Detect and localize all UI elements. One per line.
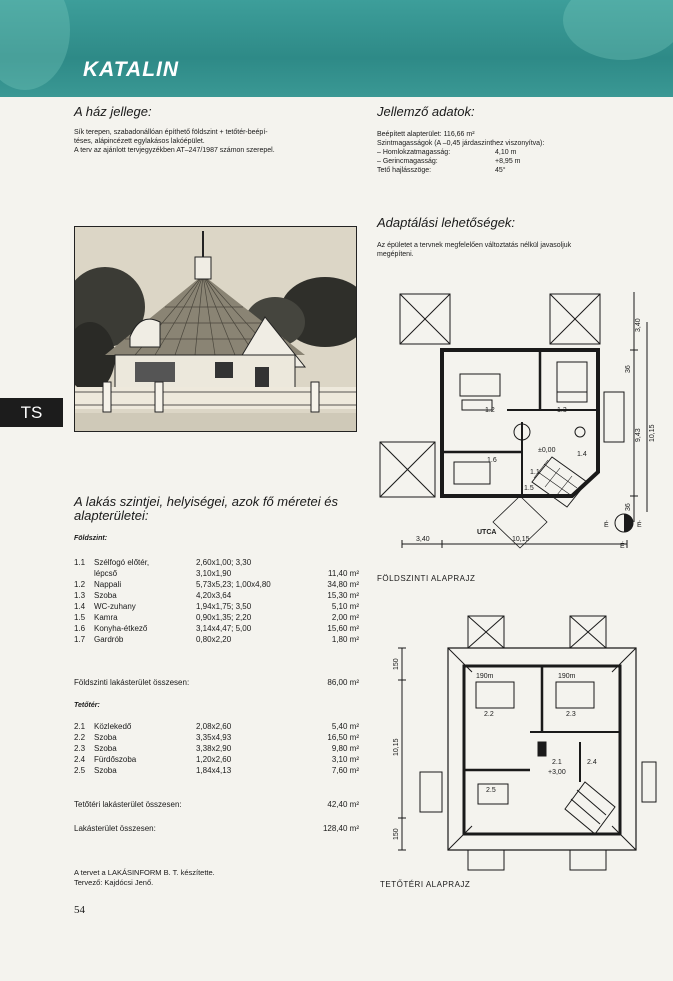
room-label-1-1: 1.1	[530, 469, 540, 476]
ground-total-value: 86,00 m²	[327, 678, 359, 687]
room-name: Szoba	[94, 766, 117, 775]
dim-label: 3,40	[635, 318, 642, 332]
character-text	[74, 128, 364, 155]
room-area: 15,60 m²	[327, 624, 359, 633]
house-name: KATALIN	[83, 58, 180, 81]
room-num: 1.3	[74, 591, 86, 600]
room-dims: 0,80x2,20	[196, 635, 232, 644]
compass-label: É	[620, 543, 625, 550]
room-area: 5,40 m²	[331, 722, 359, 731]
room-name: Szoba	[94, 591, 117, 600]
dim-label: 150	[393, 828, 400, 840]
room-dims: 3,35x4,93	[196, 733, 232, 742]
room-name: Gardrób	[94, 635, 124, 644]
room-dims: 2,08x2,60	[196, 722, 232, 731]
text-line: megépíteni.	[377, 251, 414, 258]
banner-decoration	[563, 0, 673, 60]
banner-decoration	[0, 0, 70, 90]
room-num: 2.4	[74, 755, 86, 764]
page-number: 54	[74, 904, 85, 916]
room-area: 3,10 m²	[331, 755, 359, 764]
room-num: 2.1	[74, 722, 86, 731]
room-label-1-4: 1.4	[577, 451, 587, 458]
room-area: 5,10 m²	[331, 602, 359, 611]
room-dims: 3,10x1,90	[196, 569, 232, 578]
dim-label: 10,15	[393, 738, 400, 756]
room-name: Konyha-étkező	[94, 624, 148, 633]
character-heading: A ház jellege:	[74, 104, 152, 119]
dim-label: 9,43	[635, 428, 642, 442]
room-name: Szélfogó előtér,	[94, 558, 150, 567]
rooms-heading: A lakás szintjei, helyiségei, azok fő méretei és alapterületei:	[74, 494, 338, 523]
dim-label: 10,15	[649, 424, 656, 442]
room-num: 1.2	[74, 580, 86, 589]
room-label-1-5: 1.5	[524, 485, 534, 492]
ts-tab: TS	[0, 398, 63, 427]
dim-label: 36	[625, 365, 632, 373]
room-num: 1.1	[74, 558, 86, 567]
room-label-2-3: 2.3	[566, 711, 576, 718]
dim-label: 190m	[558, 673, 576, 680]
room-name: Szoba	[94, 744, 117, 753]
room-num: 2.3	[74, 744, 86, 753]
data-row: Beépített alapterület: 116,66 m²	[377, 131, 475, 138]
dim-label: 36	[625, 503, 632, 511]
room-label-2-2: 2.2	[484, 711, 494, 718]
room-num: 1.5	[74, 613, 86, 622]
credit-line: Tervező: Kajdócsi Jenő.	[74, 878, 154, 887]
house-illustration	[74, 226, 357, 432]
room-dims: 5,73x5,23; 1,00x4,80	[196, 580, 271, 589]
credit-line: A tervet a LAKÁSINFORM B. T. készítette.	[74, 868, 215, 877]
level-label: ±0,00	[538, 447, 556, 454]
room-dims: 4,20x3,64	[196, 591, 232, 600]
attic-plan-caption: TETŐTÉRI ALAPRAJZ	[380, 880, 471, 889]
data-row: – Homlokzatmagasság: 4,10 m	[377, 149, 517, 156]
data-row: – Gerincmagasság: +8,95 m	[377, 158, 521, 165]
room-area: 11,40 m²	[328, 569, 359, 578]
attic-total-label: Tetőtéri lakásterület összesen:	[74, 800, 182, 809]
attic-title: Tetőtér:	[74, 702, 100, 709]
dim-label: 10,15	[512, 536, 530, 543]
room-area: 15,30 m²	[327, 591, 359, 600]
room-name: Közlekedő	[94, 722, 132, 731]
data-table	[377, 130, 637, 175]
level-label: +3,00	[548, 769, 566, 776]
room-num: 2.2	[74, 733, 86, 742]
attic-total-value: 42,40 m²	[327, 800, 359, 809]
data-heading: Jellemző adatok:	[377, 104, 475, 119]
room-num: 1.6	[74, 624, 86, 633]
grand-total-value: 128,40 m²	[322, 824, 359, 833]
room-label-2-5: 2.5	[486, 787, 496, 794]
room-name: Fürdőszoba	[94, 755, 137, 764]
room-name: WC-zuhany	[94, 602, 136, 611]
room-name: lépcső	[94, 569, 118, 578]
room-label-2-4: 2.4	[587, 759, 597, 766]
compass-label: É	[604, 522, 609, 529]
house-drawing	[75, 227, 356, 431]
room-name: Szoba	[94, 733, 117, 742]
adapt-heading: Adaptálási lehetőségek:	[377, 215, 516, 230]
room-label-1-2: 1.2	[485, 407, 495, 414]
ground-total-label: Földszinti lakásterület összesen:	[74, 678, 190, 687]
ground-floor-plan	[372, 282, 662, 572]
grand-total-label: Lakásterület összesen:	[74, 824, 156, 833]
room-label-1-3: 1.3	[557, 407, 567, 414]
ground-floor-title: Földszint:	[74, 535, 108, 542]
ground-plan-caption: FÖLDSZINTI ALAPRAJZ	[377, 574, 476, 583]
room-area: 2,00 m²	[331, 613, 359, 622]
text-line: A terv az ajánlott tervjegyzékben AT–247/1987 számon szerepel.	[74, 147, 275, 154]
text-line: Az épületet a tervnek megfelelően változtatás nélkül javasoljuk	[377, 242, 572, 249]
room-num: 1.4	[74, 602, 86, 611]
room-dims: 1,94x1,75; 3,50	[196, 602, 252, 611]
room-num: 1.7	[74, 635, 86, 644]
room-name: Nappali	[94, 580, 122, 589]
street-label: UTCA	[477, 529, 497, 536]
room-dims: 2,60x1,00; 3,30	[196, 558, 252, 567]
credits	[74, 868, 215, 888]
room-name: Kamra	[94, 613, 118, 622]
data-row: Szintmagasságok (A –0,45 járdaszinthez viszonyítva):	[377, 140, 545, 147]
room-dims: 0,90x1,35; 2,20	[196, 613, 252, 622]
room-area: 16,50 m²	[327, 733, 359, 742]
room-label-2-1: 2.1	[552, 759, 562, 766]
room-dims: 1,84x4,13	[196, 766, 232, 775]
adapt-text	[377, 241, 647, 259]
text-line: téses, alápincézett egylakásos lakóépület.	[74, 138, 205, 145]
dim-label: 3,40	[416, 536, 430, 543]
room-dims: 3,38x2,90	[196, 744, 232, 753]
attic-floor-plan	[380, 612, 665, 874]
room-area: 1,80 m²	[331, 635, 359, 644]
dim-label: 190m	[476, 673, 494, 680]
room-area: 9,80 m²	[331, 744, 359, 753]
room-num: 2.5	[74, 766, 86, 775]
data-row: Tető hajlásszöge: 45°	[377, 167, 506, 174]
header-banner	[0, 0, 673, 97]
room-area: 7,60 m²	[331, 766, 359, 775]
room-dims: 3,14x4,47; 5,00	[196, 624, 252, 633]
room-area: 34,80 m²	[327, 580, 359, 589]
compass-label: É	[637, 522, 642, 529]
room-dims: 1,20x2,60	[196, 755, 232, 764]
dim-label: 150	[393, 658, 400, 670]
room-label-1-6: 1.6	[487, 457, 497, 464]
text-line: Sík terepen, szabadonállóan építhető földszint + tetőtér-beépí-	[74, 129, 268, 136]
